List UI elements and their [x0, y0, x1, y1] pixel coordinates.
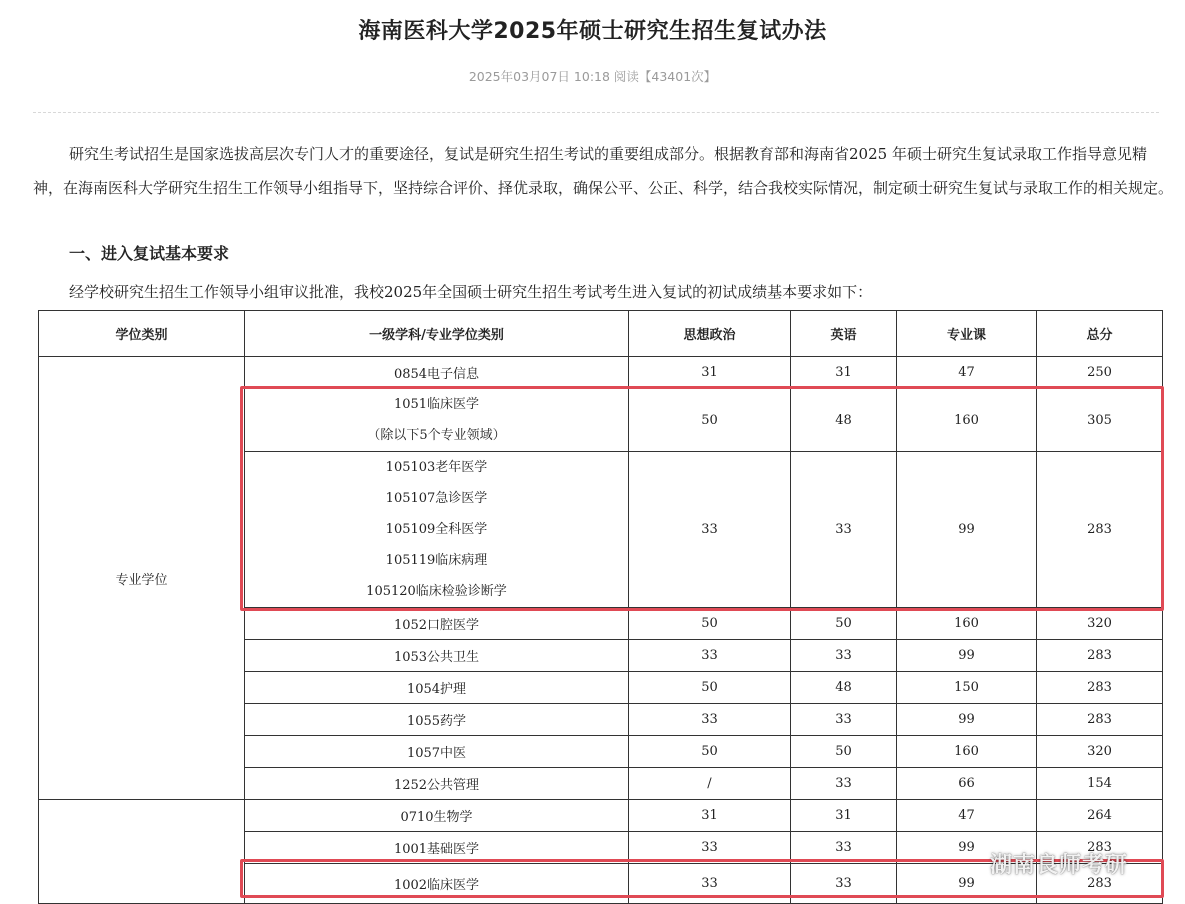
major-cell: 160	[897, 389, 1037, 452]
header-major: 专业课	[897, 311, 1037, 357]
major-cell: 160	[897, 736, 1037, 768]
politics-cell: 50	[629, 736, 791, 768]
title-divider	[33, 112, 1159, 113]
subject-cell: 1052口腔医学	[245, 608, 629, 640]
total-cell: 283	[1037, 672, 1163, 704]
english-cell: 31	[791, 800, 897, 832]
english-cell: 31	[791, 357, 897, 389]
major-cell: 99	[897, 704, 1037, 736]
header-total: 总分	[1037, 311, 1163, 357]
score-requirements-table	[38, 310, 1163, 904]
subject-cell: 1057中医	[245, 736, 629, 768]
subject-cell: 1053公共卫生	[245, 640, 629, 672]
subject-cell: 0710生物学	[245, 800, 629, 832]
english-cell: 48	[791, 389, 897, 452]
politics-cell: 50	[629, 389, 791, 452]
subject-cell: 1054护理	[245, 672, 629, 704]
major-cell: 99	[897, 832, 1037, 864]
subject-cell	[245, 452, 629, 608]
subject-line: 105103老年医学	[385, 460, 488, 475]
total-cell: 283	[1037, 832, 1163, 864]
major-cell: 66	[897, 768, 1037, 800]
major-cell: 160	[897, 608, 1037, 640]
subject-line: 105107急诊医学	[385, 491, 488, 506]
total-cell: 154	[1037, 768, 1163, 800]
subject-cell: 1252公共管理	[245, 768, 629, 800]
total-cell: 283	[1037, 864, 1163, 904]
politics-cell: 33	[629, 864, 791, 904]
english-cell: 33	[791, 704, 897, 736]
politics-cell: 33	[629, 640, 791, 672]
major-cell: 99	[897, 452, 1037, 608]
politics-cell: /	[629, 768, 791, 800]
article-title: 海南医科大学2025年硕士研究生招生复试办法	[358, 19, 827, 44]
subject-cell: 1001基础医学	[245, 832, 629, 864]
major-cell: 99	[897, 864, 1037, 904]
subject-cell	[245, 389, 629, 452]
english-cell: 33	[791, 768, 897, 800]
major-cell: 99	[897, 640, 1037, 672]
english-cell: 50	[791, 736, 897, 768]
major-cell: 47	[897, 800, 1037, 832]
english-cell: 48	[791, 672, 897, 704]
section-paragraph: 经学校研究生招生工作领导小组审议批准，我校2025年全国硕士研究生招生考试考生进入复试的初试成绩基本要求如下：	[69, 283, 873, 301]
subject-line: 105119临床病理	[385, 553, 488, 568]
total-cell: 283	[1037, 452, 1163, 608]
intro-paragraph: 研究生考试招生是国家选拔高层次专门人才的重要途径，复试是研究生招生考试的重要组成部分。根据教育部和海南省2025 年硕士研究生复试录取工作指导意见精神，在海南医科大学研究生招生工作领导小组指导下，坚持综合评价、择优录取，确保公平、公正、科学，结合我校实际情况，制定硕士研究生复试与录取工作的相关规定。	[33, 145, 1174, 197]
total-cell: 283	[1037, 640, 1163, 672]
total-cell: 305	[1037, 389, 1163, 452]
subject-line: 1051临床医学	[393, 397, 480, 412]
english-cell: 33	[791, 640, 897, 672]
subject-cell: 0854电子信息	[245, 357, 629, 389]
section-heading: 一、进入复试基本要求	[69, 244, 230, 263]
header-politics: 思想政治	[629, 311, 791, 357]
politics-cell: 33	[629, 832, 791, 864]
english-cell: 33	[791, 832, 897, 864]
english-cell: 33	[791, 452, 897, 608]
total-cell: 264	[1037, 800, 1163, 832]
politics-cell: 50	[629, 672, 791, 704]
article-meta: 2025年03月07日 10:18 阅读【43401次】	[468, 69, 717, 84]
header-english: 英语	[791, 311, 897, 357]
table-row	[39, 800, 1163, 832]
major-cell: 47	[897, 357, 1037, 389]
politics-cell: 31	[629, 800, 791, 832]
header-subject: 一级学科/专业学位类别	[245, 311, 629, 357]
total-cell: 320	[1037, 608, 1163, 640]
subject-line: 105120临床检验诊断学	[366, 584, 507, 599]
english-cell: 33	[791, 864, 897, 904]
english-cell: 50	[791, 608, 897, 640]
total-cell: 283	[1037, 704, 1163, 736]
degree-type-cell	[39, 800, 245, 904]
politics-cell: 50	[629, 608, 791, 640]
subject-cell: 1055药学	[245, 704, 629, 736]
table-row	[39, 357, 1163, 389]
subject-cell: 1002临床医学	[245, 864, 629, 904]
politics-cell: 33	[629, 704, 791, 736]
table-header-row	[39, 311, 1163, 357]
total-cell: 250	[1037, 357, 1163, 389]
subject-line: 105109全科医学	[385, 522, 488, 537]
politics-cell: 31	[629, 357, 791, 389]
header-degree-type: 学位类别	[39, 311, 245, 357]
politics-cell: 33	[629, 452, 791, 608]
total-cell: 320	[1037, 736, 1163, 768]
watermark-text: 湖南良师考研	[990, 853, 1129, 878]
major-cell: 150	[897, 672, 1037, 704]
degree-type-cell: 专业学位	[39, 357, 245, 800]
subject-line: （除以下5个专业领域）	[367, 428, 506, 443]
